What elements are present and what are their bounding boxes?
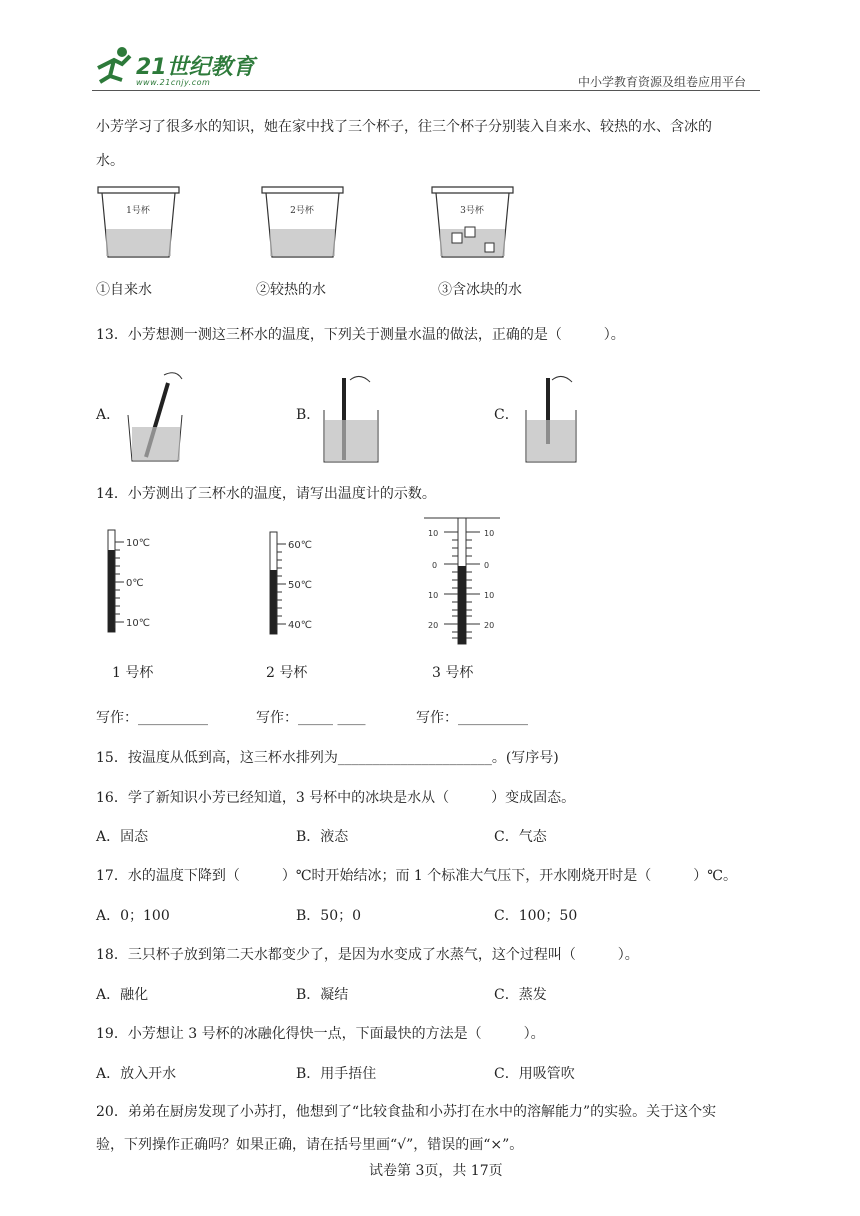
- cup-caption-2: ②较热的水: [256, 282, 326, 298]
- cup-1-label: 1号杯: [126, 206, 150, 216]
- thermometer-2: [266, 530, 326, 636]
- therm2-caption: 2 号杯: [266, 665, 308, 681]
- q14-stem: 14．小芳测出了三杯水的温度，请写出温度计的示数。: [96, 486, 436, 502]
- runner-logo-icon: [92, 46, 136, 86]
- therm1-label-bottom: 10℃: [126, 618, 150, 629]
- cup-3-label: 3号杯: [460, 206, 484, 216]
- q15-stem[interactable]: 15．按温度从低到高，这三杯水排列为______________________。(写序号): [96, 750, 559, 766]
- q14-answer-2[interactable]: 写作：_____ ____: [256, 710, 366, 726]
- cup-figure-2: [260, 185, 345, 260]
- intro-line-2: 水。: [96, 153, 124, 169]
- therm3-label-r2: 0: [484, 561, 490, 570]
- cup-figure-3: [430, 185, 515, 260]
- q20-line-1: 20．弟弟在厨房发现了小苏打，他想到了“比较食盐和小苏打在水中的溶解能力”的实验。关于这个实: [96, 1104, 717, 1120]
- thermometer-1: [104, 528, 164, 634]
- q17-stem: 17．水的温度下降到（ ）℃时开始结冰；而 1 个标准大气压下，开水刚烧开时是（ ）℃。: [96, 868, 737, 884]
- cup-2-label: 2号杯: [290, 206, 314, 216]
- header-rule: [92, 90, 760, 91]
- therm3-label-r3: 10: [484, 591, 495, 600]
- logo-text: 21世纪教育: [136, 55, 255, 80]
- q13-option-c[interactable]: C．: [494, 407, 519, 423]
- header-right-text: 中小学教育资源及组卷应用平台: [578, 75, 747, 89]
- therm2-label-bottom: 40℃: [288, 620, 312, 631]
- therm3-label-l4: 20: [428, 621, 439, 630]
- therm3-label-r1: 10: [484, 529, 495, 538]
- q14-answer-3[interactable]: 写作：__________: [416, 710, 528, 726]
- thermometer-3: [424, 516, 500, 646]
- q19-stem: 19．小芳想让 3 号杯的冰融化得快一点，下面最快的方法是（ ）。: [96, 1026, 545, 1042]
- q18-option-a[interactable]: A．融化: [96, 987, 149, 1003]
- q18-stem: 18．三只杯子放到第二天水都变少了，是因为水变成了水蒸气，这个过程叫（ ）。: [96, 947, 639, 963]
- q19-option-a[interactable]: A．放入开水: [96, 1066, 177, 1082]
- q17-option-a[interactable]: A．0；100: [96, 908, 170, 924]
- cup-caption-1: ①自来水: [96, 282, 152, 298]
- therm2-label-mid: 50℃: [288, 580, 312, 591]
- q18-option-c[interactable]: C．蒸发: [494, 987, 547, 1003]
- page-footer: 试卷第 3页，共 17页: [369, 1163, 503, 1179]
- therm1-label-top: 10℃: [126, 538, 150, 549]
- therm3-caption: 3 号杯: [432, 665, 474, 681]
- therm1-caption: 1 号杯: [112, 665, 154, 681]
- q13-option-b[interactable]: B．: [296, 407, 321, 423]
- cup-figure-1: [96, 185, 181, 260]
- q16-option-a[interactable]: A．固态: [96, 829, 149, 845]
- q13-figure-a: [120, 365, 185, 465]
- q13-stem: 13．小芳想测一测这三杯水的温度，下列关于测量水温的做法，正确的是（ ）。: [96, 327, 625, 343]
- q13-figure-c: [522, 372, 582, 464]
- q19-option-b[interactable]: B．用手捂住: [296, 1066, 377, 1082]
- therm1-label-mid: 0℃: [126, 578, 144, 589]
- q18-option-b[interactable]: B．凝结: [296, 987, 349, 1003]
- q13-figure-b: [320, 372, 385, 464]
- cup-caption-3: ③含冰块的水: [438, 282, 522, 298]
- q20-line-2: 验，下列操作正确吗？如果正确，请在括号里画“√”，错误的画“×”。: [96, 1137, 524, 1153]
- therm2-label-top: 60℃: [288, 540, 312, 551]
- q16-stem: 16．学了新知识小芳已经知道，3 号杯中的冰块是水从（ ）变成固态。: [96, 790, 576, 806]
- logo-url: www.21cnjy.com: [136, 78, 211, 87]
- therm3-label-l3: 10: [428, 591, 439, 600]
- logo: [92, 44, 262, 90]
- intro-line-1: 小芳学习了很多水的知识，她在家中找了三个杯子，往三个杯子分别装入自来水、较热的水、含冰的: [96, 119, 712, 135]
- therm3-label-l2: 0: [432, 561, 438, 570]
- q14-answer-1[interactable]: 写作：__________: [96, 710, 208, 726]
- q16-option-b[interactable]: B．液态: [296, 829, 349, 845]
- q13-option-a[interactable]: A．: [96, 407, 121, 423]
- therm3-label-r4: 20: [484, 621, 495, 630]
- q17-option-c[interactable]: C．100；50: [494, 908, 578, 924]
- q17-option-b[interactable]: B．50；0: [296, 908, 362, 924]
- therm3-label-l1: 10: [428, 529, 439, 538]
- q16-option-c[interactable]: C．气态: [494, 829, 547, 845]
- q19-option-c[interactable]: C．用吸管吹: [494, 1066, 575, 1082]
